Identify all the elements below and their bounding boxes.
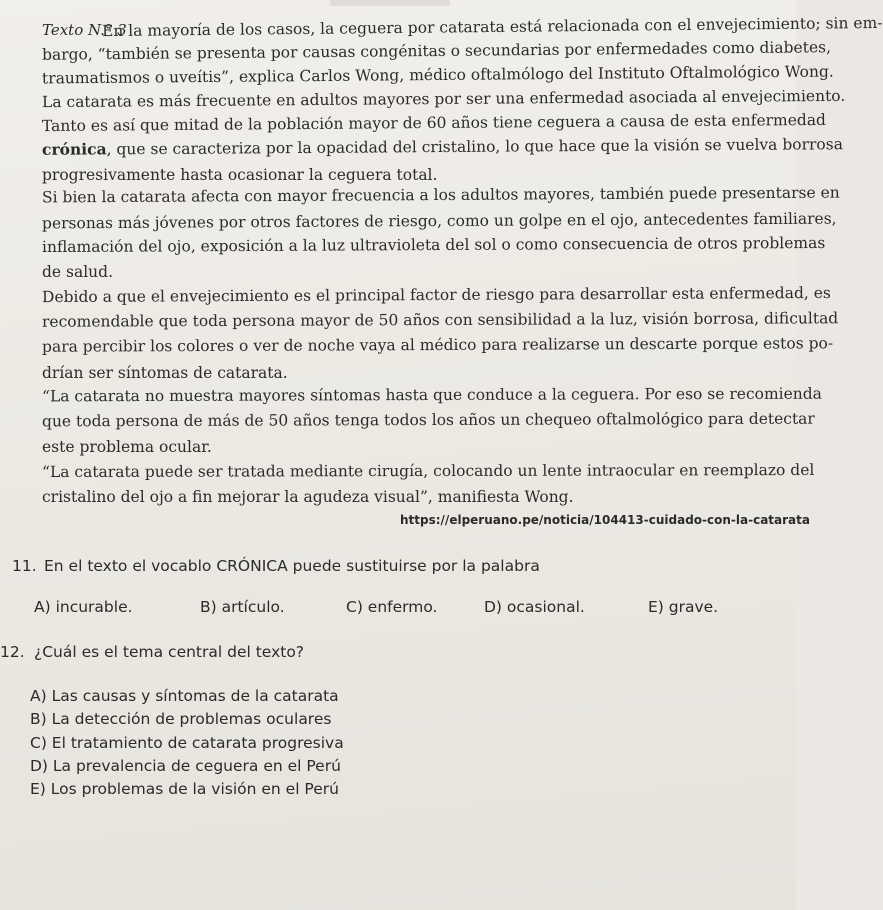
header-smudge — [330, 0, 450, 6]
passage-line: En la mayoría de los casos, la ceguera por catarata está relacionada con el envejecimiento; sin em- — [101, 13, 883, 41]
question-prompt: ¿Cuál es el tema central del texto? — [34, 643, 305, 661]
passage-line: inflamación del ojo, exposición a la luz ultravioleta del sol o como consecuencia de otros problemas — [41, 233, 826, 257]
passage-line: Debido a que el envejecimiento es el principal factor de riesgo para desarrollar esta enfermedad, es — [41, 283, 831, 307]
option-b[interactable]: B) artículo. — [200, 598, 285, 616]
passage-line-bold — [42, 134, 843, 160]
bold-term: crónica — [41, 139, 107, 159]
passage-line: “La catarata no muestra mayores síntomas hasta que conduce a la ceguera. Por eso se recomienda — [41, 384, 822, 406]
question-number: 11. — [12, 557, 37, 575]
option-e[interactable]: E) Los problemas de la visión en el Perú — [30, 780, 339, 798]
question-prompt: En el texto el vocablo CRÓNICA puede sustituirse por la palabra — [44, 557, 540, 575]
passage-line: recomendable que toda persona mayor de 50 años con sensibilidad a la luz, visión borrosa, dificultad — [41, 309, 839, 331]
passage-line: bargo, “también se presenta por causas congénitas o secundarias por enfermedades como diabetes, — [41, 38, 832, 64]
passage-line: de salud. — [42, 263, 114, 281]
passage-line-rest: , que se caracteriza por la opacidad del cristalino, lo que hace que la visión se vuelva borrosa — [106, 135, 843, 159]
option-c[interactable]: C) enfermo. — [346, 598, 438, 616]
passage-line: que toda persona de más de 50 años tenga todos los años un chequeo oftalmológico para detectar — [41, 409, 815, 431]
passage-line: personas más jóvenes por otros factores de riesgo, como un golpe en el ojo, antecedentes familiares, — [41, 209, 837, 233]
option-d[interactable]: D) ocasional. — [484, 598, 585, 616]
passage-line: Tanto es así que mitad de la población mayor de 60 años tiene ceguera a causa de esta enfermedad — [41, 110, 827, 136]
option-b[interactable]: B) La detección de problemas oculares — [30, 710, 332, 728]
passage-line: drían ser síntomas de catarata. — [42, 364, 288, 382]
passage-line: traumatismos o uveítis”, explica Carlos Wong, médico oftalmólogo del Instituto Oftalmológico Wong. — [41, 62, 834, 88]
text-label: Texto N.° 3 — [42, 21, 127, 39]
question-number: 12. — [0, 643, 25, 661]
option-a[interactable]: A) incurable. — [34, 598, 133, 616]
source-url: https://elperuano.pe/noticia/104413-cuidado-con-la-catarata — [400, 513, 810, 527]
option-d[interactable]: D) La prevalencia de ceguera en el Perú — [30, 757, 341, 775]
passage-line: “La catarata puede ser tratada mediante cirugía, colocando un lente intraocular en reemplazo del — [41, 460, 815, 482]
passage-line: este problema ocular. — [42, 438, 212, 456]
passage-line: progresivamente hasta ocasionar la ceguera total. — [42, 166, 438, 184]
passage-line: Si bien la catarata afecta con mayor frecuencia a los adultos mayores, también puede presentarse en — [41, 183, 840, 207]
option-e[interactable]: E) grave. — [648, 598, 719, 616]
passage-line: La catarata es más frecuente en adultos mayores por ser una enfermedad asociada al envejecimiento. — [41, 86, 846, 112]
passage-line: para percibir los colores o ver de noche vaya al médico para realizarse un descarte porque estos po- — [41, 334, 834, 356]
option-c[interactable]: C) El tratamiento de catarata progresiva — [30, 734, 344, 752]
passage-line: cristalino del ojo a fin mejorar la agudeza visual”, manifiesta Wong. — [42, 488, 574, 506]
option-a[interactable]: A) Las causas y síntomas de la catarata — [30, 687, 339, 705]
